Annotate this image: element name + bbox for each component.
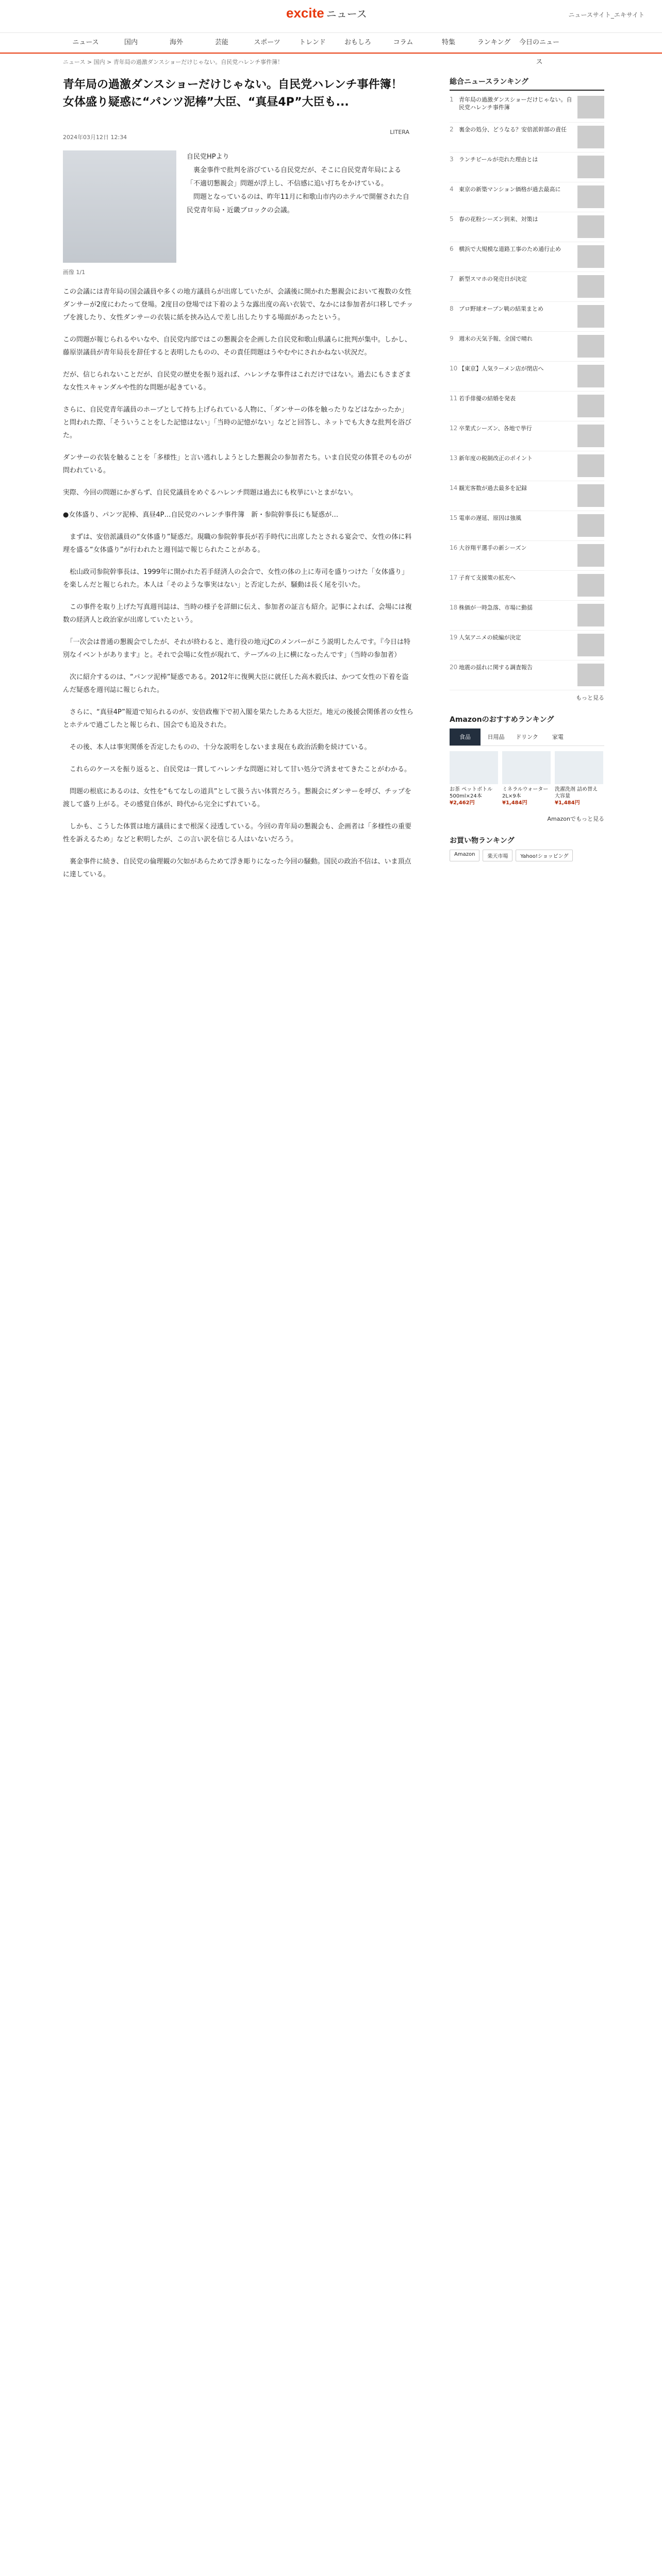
ranking-text: ランチビールが売れた理由とは — [459, 156, 538, 163]
ranking-item[interactable] — [450, 93, 604, 123]
paragraph: まずは、安倍派議員の“女体盛り”疑惑だ。現職の参院幹事長が若手時代に出席したとされる宴会で、女性の体に料理を盛る“女体盛り”が行われたと週刊誌で報じられたことがある。 — [63, 533, 412, 554]
ranking-number: 8 — [450, 305, 454, 312]
nav-item[interactable]: コラム — [393, 39, 413, 46]
site-logo[interactable] — [286, 5, 367, 21]
ranking-item[interactable] — [450, 631, 604, 660]
ranking-number: 3 — [450, 156, 454, 163]
sidebar — [450, 76, 604, 861]
nav-item[interactable]: ランキング — [477, 39, 511, 46]
ranking-text: 子育て支援策の拡充へ — [459, 574, 516, 581]
ranking-number: 4 — [450, 185, 454, 193]
ranking-item[interactable] — [450, 242, 604, 272]
ranking-thumbnail — [577, 305, 604, 328]
paragraph: 問題の根底にあるのは、女性を“もてなしの道具”として扱う古い体質だろう。懇親会にダンサーを呼び、チップを渡して盛り上がる。その感覚自体が、時代から完全にずれている。 — [63, 788, 411, 808]
nav-item[interactable]: ニュース — [72, 39, 99, 46]
nav-item[interactable]: スポーツ — [254, 39, 280, 46]
paragraph: さらに、自民党青年議員のホープとして持ち上げられている人物に、「ダンサーの体を触ったりなどはなかったか」と問われた際、「そういうことをした記憶はない」「当時の記憶がない」などと回答し、ネットでも大きな批判を浴びた。 — [63, 406, 412, 439]
ranking-number: 2 — [450, 126, 454, 133]
paragraph: 「一次会は普通の懇親会でしたが、それが終わると、進行役の地元JCのメンバーがこう説明したんです。『今日は特別なイベントがあります』と。それで会場に女性が現れて、テーブルの上に横になったんです」（当時の参加者） — [63, 638, 410, 659]
ranking-text: 地震の揺れに関する調査報告 — [459, 664, 533, 671]
ranking-title: 総合ニュースランキング — [450, 76, 604, 91]
shopping-categories — [450, 850, 604, 861]
nav-item[interactable]: 特集 — [441, 39, 455, 46]
ranking-text: 観光客数が過去最多を記録 — [459, 485, 527, 492]
product-name: ミネラルウォーター 2L×9本 — [502, 787, 549, 799]
product-price: ¥1,484円 — [555, 800, 580, 806]
paragraph: この事件を取り上げた写真週刊誌は、当時の様子を詳細に伝え、参加者の証言も紹介。記事によれば、会場には複数の経済人と政治家が出席していたという。 — [63, 603, 412, 624]
ranking-thumbnail — [577, 454, 604, 477]
ranking-number: 10 — [450, 365, 458, 372]
amazon-product[interactable] — [502, 751, 551, 806]
ranking-text: 大谷翔平選手の新シーズン — [459, 545, 527, 551]
ranking-item[interactable] — [450, 421, 604, 451]
ranking-item[interactable] — [450, 541, 604, 571]
ranking-item[interactable] — [450, 212, 604, 242]
ranking-item[interactable] — [450, 601, 604, 631]
nav-item[interactable]: おもしろ — [344, 39, 371, 46]
ranking-item[interactable] — [450, 332, 604, 362]
top-bar — [0, 0, 662, 33]
paragraph: この会議には青年局の国会議員や多くの地方議員らが出席していたが、会議後に開かれた懇親会において複数の女性ダンサーが2度にわたって登場。2度目の登場では下着のような露出度の高い衣装で、なかには参加者が口移しでチップを渡したり、女性ダンサーの衣装に紙を挟み込んで差し出したりする場面があったという。 — [63, 288, 413, 321]
ranking-thumbnail — [577, 245, 604, 268]
ranking-number: 20 — [450, 664, 458, 671]
article-date: 2024年03月12日 12:34 — [63, 134, 127, 141]
paragraph: これらのケースを振り返ると、自民党は一貫してハレンチな問題に対して甘い処分で済ませてきたことがわかる。 — [63, 766, 411, 773]
ranking-text: 週末の天気予報、全国で晴れ — [459, 335, 533, 342]
amazon-product[interactable] — [555, 751, 603, 806]
ranking-thumbnail — [577, 335, 604, 358]
amazon-tab[interactable]: 日用品 — [487, 734, 505, 740]
ranking-thumbnail — [577, 275, 604, 298]
ranking-number: 7 — [450, 275, 454, 282]
ranking-text: 人気アニメの続編が決定 — [459, 634, 521, 641]
nav-item[interactable]: 今日のニュース — [519, 39, 559, 66]
ranking-thumbnail — [577, 604, 604, 626]
ranking-item[interactable] — [450, 511, 604, 541]
amazon-title: Amazonのおすすめランキング — [450, 716, 554, 724]
amazon-products — [450, 746, 604, 811]
ranking-number: 6 — [450, 245, 454, 252]
product-name: お茶 ペットボトル 500ml×24本 — [450, 787, 493, 799]
product-name: 洗濯洗剤 詰め替え 大容量 — [555, 787, 598, 799]
amazon-more-link[interactable]: Amazonでもっと見る — [547, 816, 604, 822]
ranking-thumbnail — [577, 126, 604, 148]
ranking-number: 11 — [450, 395, 458, 402]
ranking-item[interactable] — [450, 451, 604, 481]
ranking-text: 青年局の過激ダンスショーだけじゃない。自民党ハレンチ事件簿 — [459, 96, 572, 111]
photo-caption: 画像 1/1 — [63, 269, 86, 276]
ranking-thumbnail — [577, 634, 604, 656]
article-title: 青年局の過激ダンスショーだけじゃない。自民党ハレンチ事件簿！ 女体盛り疑惑に“パンツ泥棒”大臣、“真昼4P”大臣も... — [63, 78, 403, 109]
shopping-category[interactable]: Amazon — [450, 850, 479, 861]
ranking-number: 1 — [450, 96, 454, 103]
ranking-text: 裏金の処分、どうなる？安倍派幹部の責任 — [459, 126, 567, 133]
ranking-item[interactable] — [450, 123, 604, 152]
ranking-text: 【東京】人気ラーメン店が閉店へ — [459, 365, 544, 372]
article-body — [63, 285, 413, 890]
paragraph: ダンサーの衣装を触ることを「多様性」と言い逃れしようとした懇親会の参加者たち。いま自民党の体質そのものが問われている。 — [63, 454, 412, 474]
amazon-tab[interactable]: 食品 — [450, 728, 481, 745]
ranking-thumbnail — [577, 96, 604, 118]
ranking-item[interactable] — [450, 392, 604, 421]
ranking-text: 横浜で大規模な道路工事のため通行止め — [459, 246, 561, 252]
breadcrumb[interactable]: ニュース > 国内 > 青年局の過激ダンスショーだけじゃない。自民党ハレンチ事件簿！ — [63, 59, 284, 65]
ranking-number: 18 — [450, 604, 458, 611]
ranking-item[interactable] — [450, 302, 604, 332]
logo-news: ニュース — [326, 9, 367, 20]
paragraph: この問題が報じられるやいなや、自民党内部ではこの懇親会を企画した自民党和歌山県議らに批判が集中。しかし、藤原崇議員が青年局長を辞任すると表明したものの、その責任問題はうやむやにされかねない状況だ。 — [63, 336, 411, 357]
paragraph: ●女体盛り、パンツ泥棒、真昼4P…自民党のハレンチ事件簿 新・参院幹事長にも疑惑が… — [63, 511, 339, 519]
product-image — [555, 751, 603, 784]
logo-excite: excite — [286, 5, 324, 21]
ranking-thumbnail — [577, 574, 604, 597]
nav-item[interactable]: 芸能 — [214, 39, 228, 46]
ranking-thumbnail — [577, 544, 604, 567]
article-photo[interactable] — [63, 150, 176, 263]
amazon-product[interactable] — [450, 751, 498, 806]
ranking-item[interactable] — [450, 362, 604, 392]
paragraph: さらに、“真昼4P”報道で知られるのが、安倍政権下で初入閣を果たしたある大臣だ。地元の後援会関係者の女性らとホテルで過ごしたと報じられ、国会でも追及された。 — [63, 708, 413, 729]
ranking-number: 12 — [450, 425, 458, 432]
ranking-thumbnail — [577, 365, 604, 387]
ranking-thumbnail — [577, 185, 604, 208]
ranking-more-link[interactable]: もっと見る — [576, 694, 604, 701]
ranking-number: 5 — [450, 215, 454, 223]
ranking-thumbnail — [577, 484, 604, 507]
shopping-title: お買い物ランキング — [450, 837, 515, 845]
product-price: ¥1,484円 — [502, 800, 527, 806]
nav-item[interactable]: 海外 — [169, 39, 183, 46]
ranking-text: 東京の新築マンション価格が過去最高に — [459, 186, 561, 193]
ranking-thumbnail — [577, 425, 604, 447]
ranking-number: 16 — [450, 544, 458, 551]
ranking-thumbnail — [577, 664, 604, 686]
ranking-thumbnail — [577, 514, 604, 537]
ranking-item[interactable] — [450, 152, 604, 182]
ranking-text: 若手俳優の結婚を発表 — [459, 395, 516, 402]
article-source[interactable]: LITERA — [390, 129, 409, 135]
ranking-text: 春の花粉シーズン到来、対策は — [459, 216, 538, 223]
ranking-number: 17 — [450, 574, 458, 581]
ranking-thumbnail — [577, 395, 604, 417]
ranking-item[interactable] — [450, 272, 604, 302]
article-lede: 自民党HPより 裏金事件で批判を浴びている自民党だが、そこに自民党青年局による「不適切懇親会」問題が浮上し、不信感に追い打ちをかけている。 問題となっているのは、昨年11月に和歌山市内のホテルで開催された自民党青年局・近畿ブロックの会議。 — [187, 153, 409, 214]
ranking-number: 13 — [450, 454, 458, 462]
amazon-tab[interactable]: 家電 — [552, 734, 564, 740]
ranking-text: 株価が一時急落、市場に動揺 — [459, 604, 533, 611]
amazon-tab[interactable]: ドリンク — [516, 734, 538, 740]
shopping-category[interactable]: Yahoo!ショッピング — [516, 850, 573, 861]
ranking-number: 14 — [450, 484, 458, 492]
ranking-item[interactable] — [450, 182, 604, 212]
nav-item[interactable]: トレンド — [299, 39, 326, 46]
ranking-text: プロ野球オープン戦の結果まとめ — [459, 306, 544, 312]
ranking-item[interactable] — [450, 571, 604, 601]
header-right-text[interactable]: ニュースサイト_エキサイト — [568, 11, 644, 19]
ranking-text: 電車の遅延、原因は強風 — [459, 515, 521, 521]
ranking-number: 19 — [450, 634, 458, 641]
ranking-text: 新型スマホの発売日が決定 — [459, 276, 527, 282]
product-price: ¥2,462円 — [450, 800, 475, 806]
nav-item[interactable]: 国内 — [124, 39, 138, 46]
paragraph: 次に紹介するのは、“パンツ泥棒”疑惑である。2012年に復興大臣に就任した高木毅氏は、かつて女性の下着を盗んだ疑惑を週刊誌に報じられた。 — [63, 673, 409, 694]
ranking-item[interactable] — [450, 660, 604, 690]
ranking-number: 9 — [450, 335, 454, 342]
ranking-text: 新年度の税制改正のポイント — [459, 455, 533, 462]
paragraph: 松山政司参院幹事長は、1999年に開かれた若手経済人の会合で、女性の体の上に寿司を盛りつけた「女体盛り」を楽しんだと報じられた。本人は「そのような事実はない」と否定したが、騒動は長く尾を引いた。 — [63, 568, 408, 589]
ranking-thumbnail — [577, 215, 604, 238]
paragraph: その後、本人は事実関係を否定したものの、十分な説明をしないまま現在も政治活動を続けている。 — [63, 743, 371, 751]
ranking-item[interactable] — [450, 481, 604, 511]
ranking-number: 15 — [450, 514, 458, 521]
paragraph: だが、信じられないことだが、自民党の歴史を振り返れば、ハレンチな事件はこれだけではない。過去にもさまざまな女性スキャンダルや性的な問題が起きている。 — [63, 371, 411, 392]
shopping-category[interactable]: 楽天市場 — [483, 850, 512, 861]
amazon-tabs — [450, 728, 604, 746]
ranking-text: 卒業式シーズン、各地で挙行 — [459, 425, 532, 432]
ranking-thumbnail — [577, 156, 604, 178]
product-image — [450, 751, 498, 784]
paragraph: 裏金事件に続き、自民党の倫理観の欠如があらためて浮き彫りになった今回の騒動。国民の政治不信は、いま頂点に達している。 — [63, 858, 411, 878]
paragraph: しかも、こうした体質は地方議員にまで根深く浸透している。今回の青年局の懇親会も、企画者は「多様性の重要性を訴えるため」などと釈明したが、この言い訳を信じる人はいないだろう。 — [63, 823, 412, 843]
product-image — [502, 751, 551, 784]
paragraph: 実際、今回の問題にかぎらず、自民党議員をめぐるハレンチ問題は過去にも枚挙にいとまがない。 — [63, 489, 357, 497]
